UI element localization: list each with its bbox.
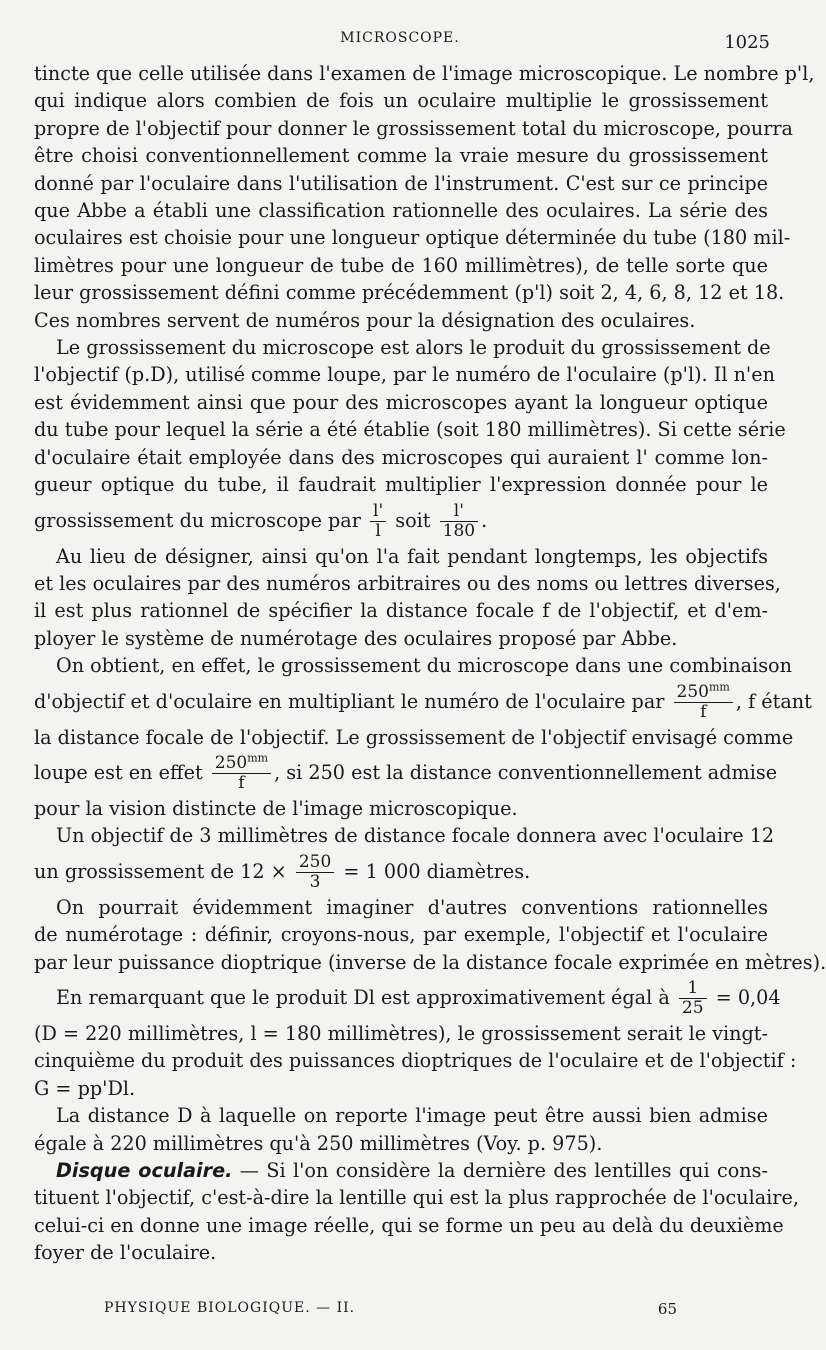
text-line: du tube pour lequel la série a été établie (soit 180 millimètres). Si cette série <box>34 418 786 442</box>
text-line: Un objectif de 3 millimètres de distance focale donnera avec l'oculaire 12 <box>56 824 775 848</box>
formula-line <box>34 751 778 795</box>
text-line: de numérotage : définir, croyons-nous, par exemple, l'objectif et l'oculaire <box>34 923 768 947</box>
unit-superscript: mm <box>709 680 730 694</box>
formula-text: = 0,04 <box>715 985 781 1009</box>
formula-text: grossissement du microscope par <box>34 508 361 532</box>
text-line: gueur optique du tube, il faudrait multiplier l'expression donnée pour le <box>34 473 768 497</box>
fraction-denominator: 180 <box>442 521 476 541</box>
text-line: par leur puissance dioptrique (inverse de la distance focale exprimée en mètres). <box>34 950 826 974</box>
text-line: pour la vision distincte de l'image microscopique. <box>34 796 518 820</box>
formula-line <box>34 976 781 1020</box>
fraction-denominator: 25 <box>681 998 704 1019</box>
text-line: limètres pour une longueur de tube de 160 millimètres), de telle sorte que <box>34 253 768 277</box>
text-line: que Abbe a établi une classification rationnelle des oculaires. La série des <box>34 199 768 223</box>
text-line: G = pp'Dl. <box>34 1076 136 1100</box>
footer-signature: 65 <box>657 1300 677 1318</box>
formula-line <box>34 680 812 724</box>
fraction-numerator: 250 <box>296 853 334 873</box>
fraction-numerator <box>674 680 733 703</box>
formula-text: un grossissement de 12 × <box>34 859 287 883</box>
fraction-numerator-value: 250 <box>676 682 709 703</box>
text-line: celui-ci en donne une image réelle, qui se forme un peu au delà du deuxième <box>34 1213 784 1237</box>
page-number: 1025 <box>724 32 770 53</box>
fraction-numerator: 1 <box>679 979 707 999</box>
formula-text: soit <box>395 508 431 532</box>
page-header <box>0 26 800 56</box>
fraction-numerator: l' <box>370 502 386 522</box>
text-line: donné par l'oculaire dans l'utilisation de l'instrument. C'est sur ce principe <box>34 171 768 195</box>
formula-text: loupe est en effet <box>34 760 203 784</box>
text-line: Ces nombres servent de numéros pour la désignation des oculaires. <box>34 308 696 332</box>
text-line: d'oculaire était employée dans des microscopes qui auraient l' comme lon- <box>34 445 768 469</box>
text-line: foyer de l'oculaire. <box>34 1241 217 1265</box>
fraction-denominator: l <box>375 521 381 541</box>
text-line: il est plus rationnel de spécifier la distance focale f de l'objectif, et d'em- <box>34 599 768 623</box>
text-line: On obtient, en effet, le grossissement du microscope dans une combinaison <box>56 654 792 678</box>
formula-text: , si 250 est la distance conventionnellement admise <box>274 760 778 784</box>
running-title: MICROSCOPE. <box>340 30 460 46</box>
text-line: leur grossissement défini comme précédemment (p'l) soit 2, 4, 6, 8, 12 et 18. <box>34 281 785 305</box>
fraction-denominator: f <box>700 702 707 723</box>
text-line: oculaires est choisie pour une longueur optique déterminée du tube (180 mil- <box>34 226 791 250</box>
page-footer <box>0 1300 800 1324</box>
text-line: On pourrait évidemment imaginer d'autres conventions rationnelles <box>56 895 768 919</box>
fraction <box>296 853 334 892</box>
text-line: tituent l'objectif, c'est-à-dire la lentille qui est la plus rapprochée de l'oculaire, <box>34 1186 799 1210</box>
text-line: ployer le système de numérotage des oculaires proposé par Abbe. <box>34 626 678 650</box>
fraction-numerator: l' <box>440 502 478 522</box>
text-line: et les oculaires par des numéros arbitraires ou des noms ou lettres diverses, <box>34 571 781 595</box>
text-line: est évidemment ainsi que pour des microscopes ayant la longueur optique <box>34 390 768 414</box>
text-line: égale à 220 millimètres qu'à 250 millimètres (Voy. p. 975). <box>34 1131 603 1155</box>
text-line: Au lieu de désigner, ainsi qu'on l'a fait pendant longtemps, les objectifs <box>56 544 768 568</box>
formula-text: , f étant <box>735 689 812 713</box>
fraction <box>212 751 271 794</box>
formula-text: = 1 000 diamètres. <box>343 859 531 883</box>
text-line: la distance focale de l'objectif. Le grossissement de l'objectif envisagé comme <box>34 725 794 749</box>
formula-text: . <box>481 508 488 532</box>
body-text <box>34 60 826 1267</box>
formula-text: d'objectif et d'oculaire en multipliant le numéro de l'oculaire par <box>34 689 665 713</box>
fraction <box>370 502 386 541</box>
formula-line <box>34 850 768 894</box>
text-line: être choisi conventionnellement comme la vraie mesure du grossissement <box>34 144 768 168</box>
text-line: tincte que celle utilisée dans l'examen de l'image microscopique. Le nombre p'l, <box>34 62 815 85</box>
text-line: La distance D à laquelle on reporte l'image peut être aussi bien admise <box>56 1104 768 1128</box>
text-line: Le grossissement du microscope est alors le produit du grossissement de <box>56 336 771 360</box>
fraction-denominator: f <box>238 773 245 794</box>
text-line: l'objectif (p.D), utilisé comme loupe, par le numéro de l'oculaire (p'l). Il n'en <box>34 363 775 387</box>
fraction <box>674 680 733 723</box>
fraction-numerator <box>212 751 271 774</box>
fraction-denominator: 3 <box>309 872 321 893</box>
fraction-numerator-value: 250 <box>214 753 248 774</box>
formula-line <box>34 499 768 543</box>
unit-superscript: mm <box>247 751 269 765</box>
fraction <box>440 502 478 541</box>
fraction <box>679 979 707 1018</box>
section-heading: Disque oculaire. <box>56 1159 233 1182</box>
text-line: (D = 220 millimètres, l = 180 millimètres), le grossissement serait le vingt- <box>34 1021 768 1045</box>
text-line: qui indique alors combien de fois un oculaire multiplie le grossissement <box>34 89 768 113</box>
text-line <box>34 1157 768 1184</box>
footer-volume: PHYSIQUE BIOLOGIQUE. — II. <box>104 1300 356 1316</box>
section-text: — Si l'on considère la dernière des lentilles qui cons- <box>232 1159 768 1182</box>
formula-text: En remarquant que le produit Dl est approximativement égal à <box>56 985 670 1009</box>
text-line: propre de l'objectif pour donner le grossissement total du microscope, pourra <box>34 116 793 140</box>
text-line: cinquième du produit des puissances dioptriques de l'oculaire et de l'objectif : <box>34 1049 797 1073</box>
